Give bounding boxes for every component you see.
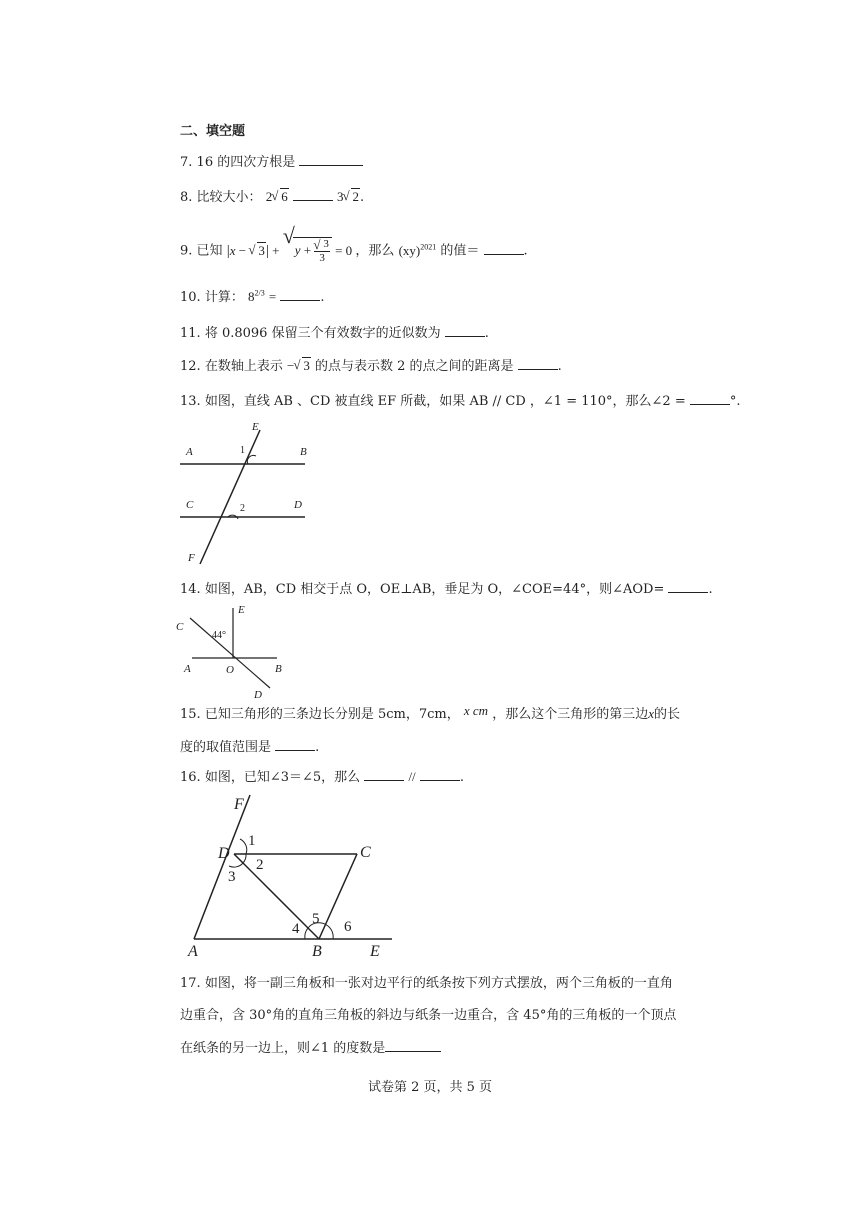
label-O: O xyxy=(226,664,234,676)
answer-blank-1[interactable] xyxy=(364,768,404,781)
answer-blank[interactable] xyxy=(690,392,730,405)
question-number: 15. xyxy=(180,707,201,722)
question-number: 7. xyxy=(180,155,193,170)
label-C: C xyxy=(176,621,184,633)
label-2: 2 xyxy=(240,503,245,514)
q14-figure xyxy=(172,600,292,700)
question-text: 将 0.8096 保留三个有效数字的近似数为 xyxy=(204,326,441,341)
question-13: 13. 如图，直线 AB 、CD 被直线 EF 所截，如果 AB // CD ，∠1 = 110°，那么∠2 = °. xyxy=(180,394,741,409)
answer-blank[interactable] xyxy=(518,357,558,370)
question-text: 比较大小： xyxy=(196,190,262,205)
math-left: 2√ 6 xyxy=(266,189,289,204)
question-11: 11. 将 0.8096 保留三个有效数字的近似数为 . xyxy=(180,326,489,341)
question-12: 12. 在数轴上表示 −√ 3 的点与表示数 2 的点之间的距离是 . xyxy=(180,357,562,375)
question-17-line-1: 17. 如图，将一副三角板和一张对边平行的纸条按下列方式摆放，两个三角板的一直角 xyxy=(180,976,673,991)
q16-figure xyxy=(182,795,397,965)
question-text: 在数轴上表示 xyxy=(204,359,283,374)
question-number: 8. xyxy=(180,190,193,205)
question-7 xyxy=(180,153,363,171)
question-number: 12. xyxy=(180,359,201,374)
question-number: 11. xyxy=(180,326,201,341)
question-16: 16. 如图，已知∠3＝∠5，那么 // . xyxy=(180,769,464,785)
label-1: 1 xyxy=(248,833,256,849)
label-B: B xyxy=(275,663,282,675)
question-17-line-3: 在纸条的另一边上，则∠1 的度数是 xyxy=(180,1039,441,1057)
math-power: (xy)$^{2021}$ xyxy=(398,242,437,258)
label-D: D xyxy=(218,845,230,862)
question-9: 9. 已知 |x − √ 3| + √ y + √ $\frac{3}{3}$ = 0 ，那么 (xy)$^{2021}$ 的值＝ . xyxy=(180,237,528,265)
math-power: $8^{2/3}$ xyxy=(247,288,265,304)
question-14: 14. 如图，AB，CD 相交于点 O，OE⊥AB，垂足为 O，∠COE=44°，则∠AOD= . xyxy=(180,582,713,597)
question-text: 已知三角形的三条边长分别是 5cm，7cm， xyxy=(204,707,460,722)
math-expression: |x − √ 3| + √ y + √ $\frac{3}{3}$ = 0 xyxy=(227,243,356,258)
question-text: 如图，AB，CD 相交于点 O，OE⊥AB，垂足为 O，∠COE=44°，则∠AOD= xyxy=(204,582,665,597)
page-footer: 试卷第 2 页，共 5 页 xyxy=(367,1080,493,1095)
answer-blank[interactable] xyxy=(385,1039,441,1052)
question-number: 16. xyxy=(180,770,201,785)
label-C: C xyxy=(360,844,371,861)
question-number: 9. xyxy=(180,243,193,259)
math-right: 3√ 2 xyxy=(337,189,360,204)
label-E: E xyxy=(252,421,259,433)
x-cm: x cm xyxy=(463,703,489,718)
question-number: 14. xyxy=(180,582,201,597)
question-10: 10. 计算： $8^{2/3}$ = . xyxy=(180,288,325,305)
label-C: C xyxy=(186,499,194,511)
math-neg-root: −√ 3 xyxy=(287,358,311,373)
answer-blank[interactable] xyxy=(484,242,524,255)
label-D: D xyxy=(254,689,262,701)
question-number: 13. xyxy=(180,394,201,409)
label-5: 5 xyxy=(312,911,320,927)
label-F: F xyxy=(188,552,195,564)
label-2: 2 xyxy=(256,857,264,873)
label-44: 44° xyxy=(212,630,226,641)
label-4: 4 xyxy=(292,921,300,937)
question-tail: 的值＝ xyxy=(440,243,480,259)
label-A: A xyxy=(186,446,193,458)
label-1: 1 xyxy=(240,445,245,456)
answer-blank[interactable] xyxy=(280,288,320,301)
label-E: E xyxy=(370,943,380,960)
question-text-then: ，那么 xyxy=(355,243,395,259)
answer-blank-2[interactable] xyxy=(420,768,460,781)
label-A: A xyxy=(188,943,198,960)
question-8: 8. 比较大小： 2√ 6 3√ 2. xyxy=(180,188,364,206)
label-E: E xyxy=(238,604,245,616)
answer-blank[interactable] xyxy=(445,324,485,337)
question-15-line-1: 15. 已知三角形的三条边长分别是 5cm，7cm， x cm ，那么这个三角形的第三边x的长 xyxy=(180,703,680,722)
label-B: B xyxy=(300,446,307,458)
label-A: A xyxy=(184,663,191,675)
question-number: 17. xyxy=(180,976,201,991)
label-B: B xyxy=(312,943,322,960)
question-text: 如图，已知∠3＝∠5，那么 xyxy=(204,770,361,785)
q13-figure xyxy=(180,418,320,568)
answer-blank[interactable] xyxy=(275,738,315,751)
label-D: D xyxy=(294,499,302,511)
label-3: 3 xyxy=(228,869,236,885)
label-F: F xyxy=(234,796,244,813)
question-text: 计算： xyxy=(204,290,244,305)
question-text-2: 的点与表示数 2 的点之间的距离是 xyxy=(314,359,514,374)
answer-blank[interactable] xyxy=(668,580,708,593)
section-title: 二、填空题 xyxy=(180,124,246,139)
answer-blank[interactable] xyxy=(299,153,363,166)
question-text: 16 的四次方根是 xyxy=(196,155,296,170)
label-6: 6 xyxy=(344,919,352,935)
question-15-line-2: 度的取值范围是 . xyxy=(180,740,320,755)
question-text: 如图，直线 AB 、CD 被直线 EF 所截，如果 AB // CD ，∠1 = 110°，那么∠2 = xyxy=(204,394,686,409)
answer-blank[interactable] xyxy=(293,188,333,201)
question-number: 10. xyxy=(180,290,201,305)
question-text: 已知 xyxy=(196,243,223,259)
question-17-line-2: 边重合，含 30°角的直角三角板的斜边与纸条一边重合，含 45°角的三角板的一个顶点 xyxy=(180,1008,677,1023)
